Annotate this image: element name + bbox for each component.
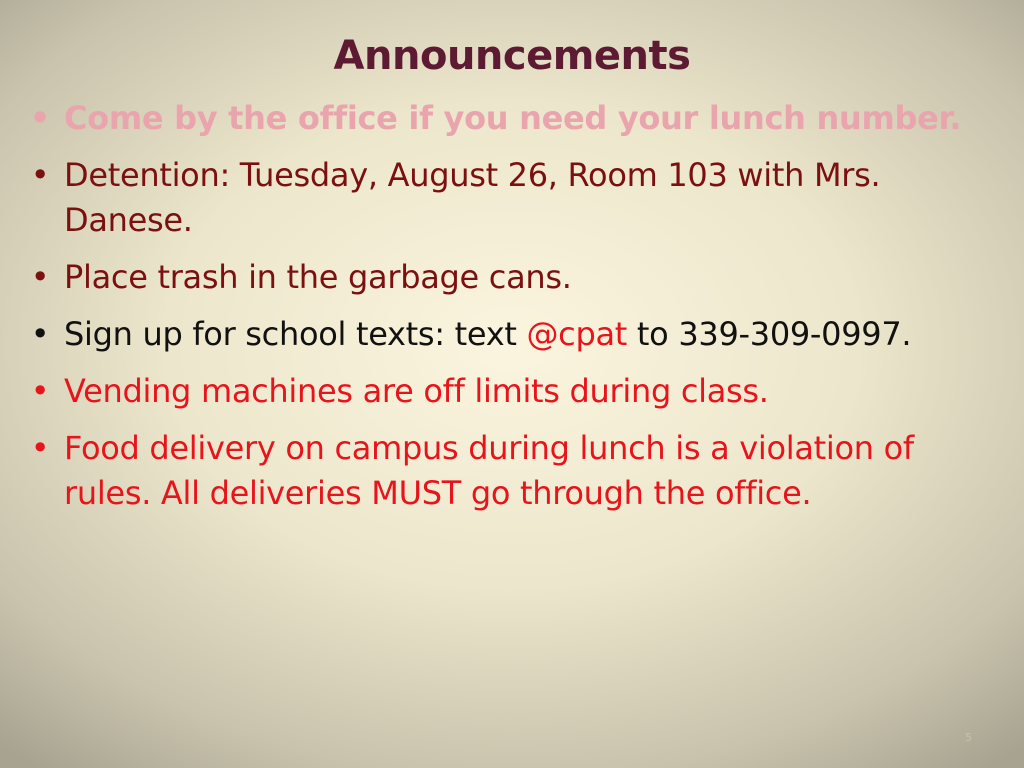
page-number: 5	[965, 731, 972, 744]
announcement-list	[28, 96, 988, 528]
bullet-text: Come by the office if you need your lunch number.	[64, 99, 962, 137]
bullet-icon: •	[30, 258, 50, 296]
text-keyword: @cpat	[526, 315, 628, 353]
bullet-icon: •	[30, 372, 50, 410]
bullet-text: Food delivery on campus during lunch is a violation of rules. All deliveries MUST go through the office.	[64, 429, 914, 512]
list-item	[28, 312, 988, 357]
bullet-text: Vending machines are off limits during class.	[64, 372, 769, 410]
bullet-icon: •	[30, 429, 50, 467]
bullet-text-before: Sign up for school texts: text	[64, 315, 527, 353]
bullet-text: Detention: Tuesday, August 26, Room 103 with Mrs. Danese.	[64, 156, 881, 239]
bullet-icon: •	[30, 315, 50, 353]
bullet-icon: •	[30, 156, 50, 194]
slide-title: Announcements	[333, 33, 691, 79]
bullet-text: Place trash in the garbage cans.	[64, 258, 572, 296]
list-item	[28, 426, 988, 516]
list-item	[28, 255, 988, 300]
bullet-icon: •	[29, 99, 51, 137]
list-item	[28, 153, 988, 243]
list-item	[28, 96, 988, 141]
bullet-text-after: to 339-309-0997.	[627, 315, 912, 353]
list-item	[28, 369, 988, 414]
